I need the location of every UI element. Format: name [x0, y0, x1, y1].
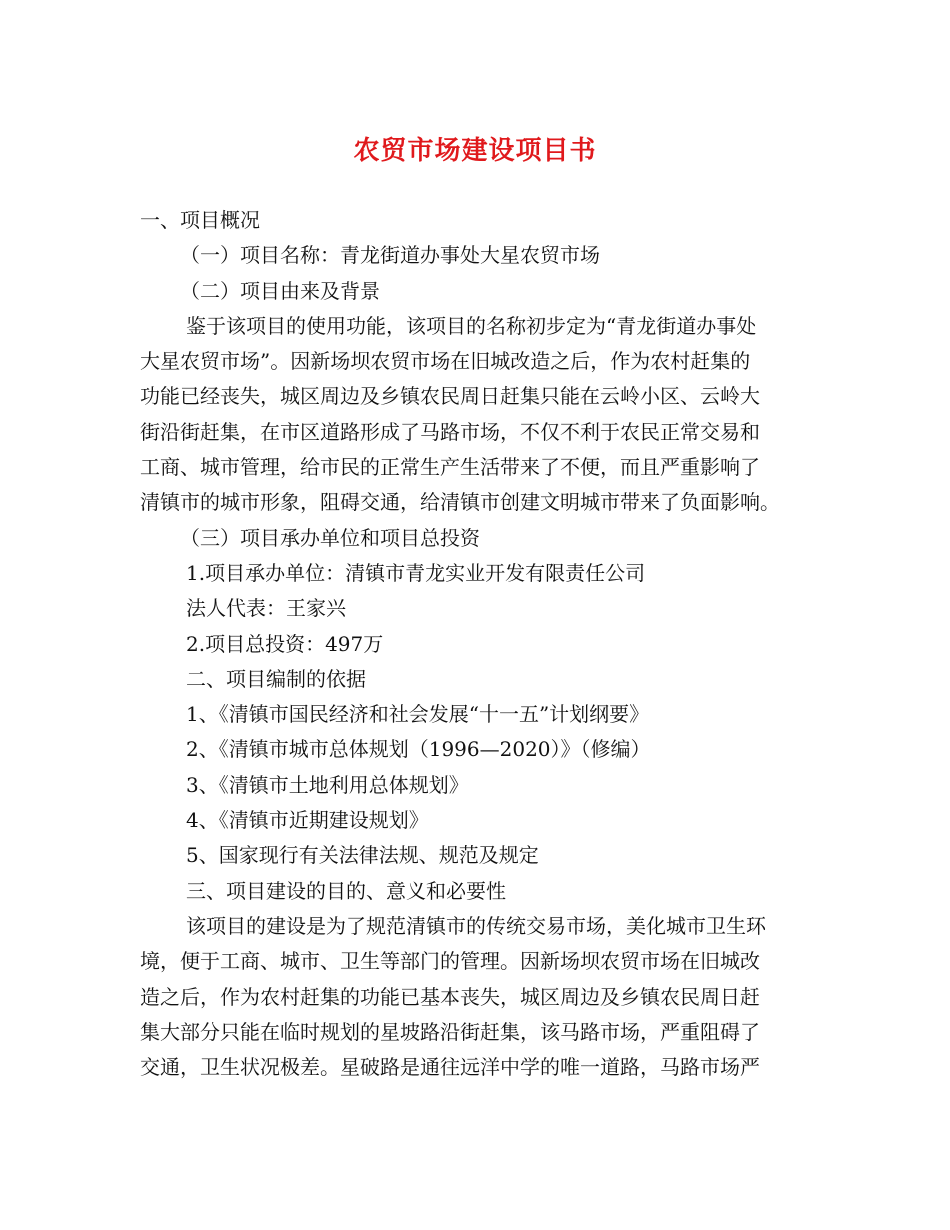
text-line: 清镇市的城市形象，阻碍交通，给清镇市创建文明城市带来了负面影响。 — [140, 490, 780, 515]
text-line: 街沿街赶集，在市区道路形成了马路市场，不仅不利于农民正常交易和 — [140, 419, 760, 444]
text-line: 1.项目承办单位：清镇市青龙实业开发有限责任公司 — [186, 560, 646, 585]
text-line: 造之后，作为农村赶集的功能已基本丧失，城区周边及乡镇农民周日赶 — [140, 984, 760, 1009]
text-line: 3、《清镇市土地利用总体规划》 — [186, 772, 469, 797]
text-line: 4、《清镇市近期建设规划》 — [186, 808, 429, 833]
text-line: 1、《清镇市国民经济和社会发展“十一五”计划纲要》 — [186, 702, 650, 727]
text-line: 功能已经丧失，城区周边及乡镇农民周日赶集只能在云岭小区、云岭大 — [140, 384, 760, 409]
text-line: 鉴于该项目的使用功能，该项目的名称初步定为“青龙街道办事处 — [186, 313, 757, 338]
text-line: 集大部分只能在临时规划的星坡路沿街赶集，该马路市场，严重阻碍了 — [140, 1019, 760, 1044]
text-line: 二、项目编制的依据 — [186, 666, 366, 691]
text-line: 一、项目概况 — [140, 208, 260, 232]
text-line: 交通，卫生状况极差。星破路是通往远洋中学的唯一道路，马路市场严 — [140, 1055, 760, 1080]
text-line: 工商、城市管理，给市民的正常生产生活带来了不便，而且严重影响了 — [140, 455, 760, 480]
text-line: 三、项目建设的目的、意义和必要性 — [186, 878, 506, 903]
text-line: 大星农贸市场”。因新场坝农贸市场在旧城改造之后，作为农村赶集的 — [140, 349, 751, 374]
text-line: （三）项目承办单位和项目总投资 — [180, 525, 480, 550]
text-line: 5、国家现行有关法律法规、规范及规定 — [186, 843, 539, 868]
document-body — [140, 203, 815, 1085]
text-line: 该项目的建设是为了规范清镇市的传统交易市场，美化城市卫生环 — [186, 913, 766, 938]
document-title: 农贸市场建设项目书 — [353, 136, 597, 166]
text-line: 法人代表：王家兴 — [186, 596, 346, 621]
text-line: 2.项目总投资：497万 — [186, 631, 384, 656]
text-line: 境，便于工商、城市、卫生等部门的管理。因新场坝农贸市场在旧城改 — [140, 949, 760, 974]
text-line: 2、《清镇市城市总体规划（1996—2020）》（修编） — [186, 737, 651, 762]
text-line: （二）项目由来及背景 — [180, 278, 380, 303]
text-line: （一）项目名称：青龙街道办事处大星农贸市场 — [180, 243, 600, 268]
